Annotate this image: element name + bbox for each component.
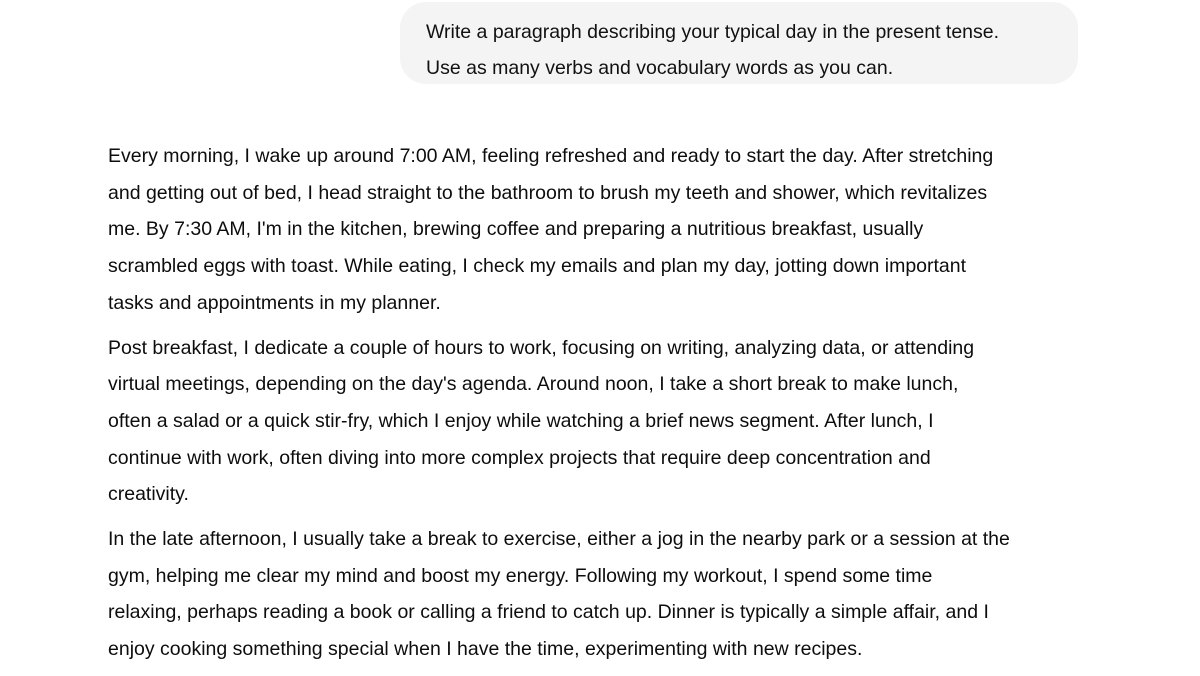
assistant-text-line: often a salad or a quick stir-fry, which I enjoy while watching a brief news segment. After lunch, I xyxy=(108,409,934,432)
assistant-text-line: creativity. xyxy=(108,483,189,506)
assistant-text-line: virtual meetings, depending on the day's agenda. Around noon, I take a short break to make lunch, xyxy=(108,373,959,396)
assistant-text-line: tasks and appointments in my planner. xyxy=(108,291,441,314)
assistant-text-line: gym, helping me clear my mind and boost my energy. Following my workout, I spend some time xyxy=(108,564,933,587)
assistant-paragraph xyxy=(108,330,1083,514)
user-message-bubble xyxy=(400,2,1078,84)
assistant-text-line: enjoy cooking something special when I have the time, experimenting with new recipes. xyxy=(108,638,863,661)
assistant-message xyxy=(108,138,1083,676)
assistant-text-line: scrambled eggs with toast. While eating, I check my emails and plan my day, jotting down important xyxy=(108,255,967,278)
assistant-text-line: and getting out of bed, I head straight to the bathroom to brush my teeth and shower, which revitalizes xyxy=(108,181,988,204)
user-message-line: Use as many verbs and vocabulary words as you can. xyxy=(426,57,894,79)
assistant-text-line: me. By 7:30 AM, I'm in the kitchen, brewing coffee and preparing a nutritious breakfast, usually xyxy=(108,218,924,241)
assistant-text-line: Every morning, I wake up around 7:00 AM, feeling refreshed and ready to start the day. After stretching xyxy=(108,145,994,167)
assistant-text-line: Post breakfast, I dedicate a couple of hours to work, focusing on writing, analyzing data, or attending xyxy=(108,336,975,359)
assistant-text-line: continue with work, often diving into more complex projects that require deep concentration and xyxy=(108,446,931,469)
assistant-text-line: In the late afternoon, I usually take a break to exercise, either a jog in the nearby park or a session at the xyxy=(108,528,1010,551)
assistant-text-line: relaxing, perhaps reading a book or calling a friend to catch up. Dinner is typically a simple affair, and I xyxy=(108,601,989,624)
assistant-paragraph xyxy=(108,138,1083,322)
user-message-line: Write a paragraph describing your typical day in the present tense. xyxy=(426,21,1000,43)
assistant-paragraph xyxy=(108,521,1083,668)
